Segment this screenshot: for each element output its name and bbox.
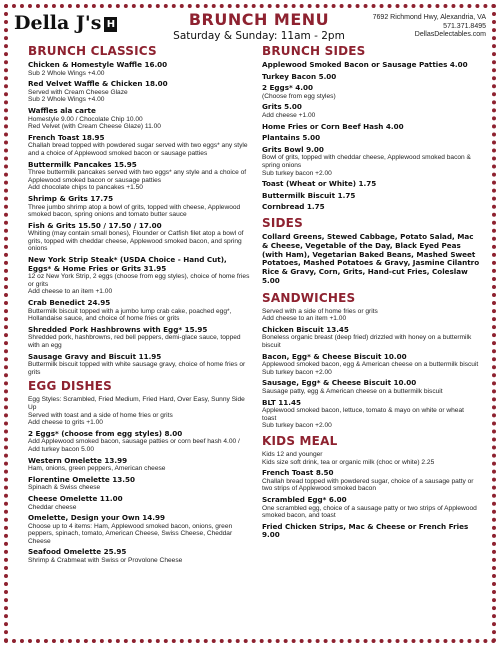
menu-item-description: Add cheese +1.00: [262, 111, 316, 119]
menu-item-name: Home Fries or Corn Beef Hash 4.00: [262, 121, 404, 131]
menu-item: [262, 203, 480, 212]
menu-item-name: Fried Chicken Strips, Mac & Cheese or French Fries 9.00: [262, 521, 469, 540]
egg-dishes-intro: Egg Styles: Scrambled, Fried Medium, Fried Hard, Over Easy, Sunny Side Up Served with toast and a side of home fries or grits Add cheese to grits +1.00: [28, 396, 245, 427]
menu-item-description: Ham, onions, green peppers, American cheese: [28, 465, 166, 473]
menu-item-name: Grits Bowl 9.00: [262, 144, 324, 154]
menu-item-description: Shredded pork, hashbrowns, red bell peppers, demi-glace sauce, topped with an egg: [28, 334, 241, 349]
menu-item-description: Applewood smoked bacon, egg & American cheese on a buttermilk biscuit Sub turkey bacon +2.00: [262, 361, 479, 376]
menu-item: [262, 123, 480, 132]
menu-item-description: Sausage patty, egg & American cheese on a buttermilk biscuit: [262, 388, 443, 396]
section-kids-meal: [262, 434, 480, 540]
menu-item: [28, 457, 250, 473]
menu-item-name: Cheese Omelette 11.00: [28, 493, 123, 503]
menu-item: [262, 134, 480, 143]
section-heading: EGG DISHES: [28, 379, 113, 394]
menu-item: [262, 379, 480, 395]
menu-item: [28, 353, 250, 377]
menu-item-description: Three buttermilk pancakes served with two eggs* any style and a choice of Applewood smoked bacon or sausage patties Add chocolate chips to pancakes +1.50: [28, 169, 247, 192]
kids-meal-list: [262, 469, 480, 540]
menu-item-name: Shrimp & Grits 17.75: [28, 193, 114, 203]
menu-item-name: French Toast 8.50: [262, 468, 334, 478]
menu-title: BRUNCH MENU: [188, 10, 330, 29]
menu-item-name: 2 Eggs* 4.00: [262, 83, 313, 93]
menu-item-description: Cheddar cheese: [28, 503, 77, 511]
menu-item: [28, 134, 250, 158]
menu-item-name: Toast (Wheat or White) 1.75: [262, 179, 377, 189]
menu-item: [262, 84, 480, 100]
menu-item: [262, 103, 480, 119]
menu-item-description: Three jumbo shrimp atop a bowl of grits, topped with cheese, Applewood smoked bacon, spring onions and tomato butter sauce: [28, 203, 241, 219]
section-sides: [262, 216, 480, 286]
menu-item-description: (Choose from egg styles): [262, 92, 336, 100]
menu-item: [28, 161, 250, 192]
menu-item: [28, 476, 250, 492]
brand-text: Della J's: [14, 12, 102, 34]
phone: 571.371.8495: [443, 22, 486, 30]
menu-item-name: Buttermilk Biscuit 1.75: [262, 190, 356, 200]
contact-info: [373, 14, 486, 40]
menu-item-name: Turkey Bacon 5.00: [262, 71, 337, 81]
section-heading: SANDWICHES: [262, 290, 356, 305]
brunch-sides-list: [262, 61, 480, 212]
menu-item-name: Seafood Omelette 25.95: [28, 547, 127, 557]
section-heading: BRUNCH CLASSICS: [28, 44, 157, 58]
menu-hours: Saturday & Sunday: 11am - 2pm: [173, 30, 345, 42]
menu-item-description: Applewood smoked bacon, lettuce, tomato & mayo on white or wheat toast Sub turkey bacon +2.00: [262, 407, 464, 430]
section-brunch-classics: [28, 44, 250, 376]
menu-item-name: Fish & Grits 15.50 / 17.50 / 17.00: [28, 220, 162, 230]
menu-item: [262, 353, 480, 377]
menu-item-description: Add Applewood smoked bacon, sausage patties or corn beef hash 4.00 / Add turkey bacon 5.00: [28, 438, 240, 453]
menu-item-name: Scrambled Egg* 6.00: [262, 494, 347, 504]
menu-item-description: Sub 2 Whole Wings +4.00: [28, 69, 105, 77]
menu-item-name: Bacon, Egg* & Cheese Biscuit 10.00: [262, 351, 407, 361]
menu-item: [28, 326, 250, 350]
sandwiches-intro: Served with a side of home fries or grits Add cheese to an item +1.00: [262, 307, 378, 323]
section-sandwiches: [262, 291, 480, 430]
menu-item-description: Bowl of grits, topped with cheddar cheese, Applewood smoked bacon & spring onions Sub turkey bacon +2.00: [262, 154, 471, 177]
section-heading: BRUNCH SIDES: [262, 44, 366, 58]
menu-item: [262, 496, 480, 520]
brand-name: [14, 12, 117, 34]
menu-item: [262, 146, 480, 177]
menu-item-name: Shredded Pork Hashbrowns with Egg* 15.95: [28, 324, 208, 334]
menu-item: [28, 495, 250, 511]
menu-item-name: Crab Benedict 24.95: [28, 298, 111, 308]
brunch-classics-list: [28, 61, 250, 376]
menu-item-name: 2 Eggs* (choose from egg styles) 8.00: [28, 428, 183, 438]
website-link[interactable]: DellasDelectables.com: [414, 31, 486, 38]
menu-item-name: Sausage Gravy and Biscuit 11.95: [28, 351, 162, 361]
left-column: [28, 44, 250, 568]
sides-list: Collard Greens, Stewed Cabbage, Potato Salad, Mac & Cheese, Vegetable of the Day, Black Eyed Peas (with Ham), Vegetarian Baked Beans, Mashed Sweet Potatoes, Mashed Potatoes & Gravy, Jasmine Cilantro Rice & Gravy, Corn, Grits, Hand-cut Fries, Coleslaw 5.00: [262, 231, 480, 285]
menu-header: [14, 10, 486, 44]
menu-item-description: Whiting (may contain small bones), Flounder or Catfish filet atop a bowl of grits, topped with cheddar cheese, Applewood smoked bacon, and spring onions: [28, 230, 244, 253]
menu-item: [262, 469, 480, 493]
menu-item: [28, 256, 250, 296]
section-brunch-sides: [262, 44, 480, 212]
menu-item-name: Grits 5.00: [262, 102, 302, 112]
menu-item-name: Buttermilk Pancakes 15.95: [28, 159, 137, 169]
menu-item: [28, 514, 250, 545]
menu-item-name: New York Strip Steak* (USDA Choice - Hand Cut), Eggs* & Home Fries or Grits 31.95: [28, 255, 227, 273]
menu-item-description: Challah bread topped with powdered sugar, choice of a sausage patty or two strips of Applewood smoked bacon: [262, 477, 474, 493]
menu-item: [262, 180, 480, 189]
egg-dishes-list: [28, 430, 250, 565]
right-column: [262, 44, 480, 543]
menu-item-name: Western Omelette 13.99: [28, 455, 128, 465]
menu-item: [28, 222, 250, 253]
menu-item-description: Spinach & Swiss cheese: [28, 484, 101, 492]
menu-item: [28, 430, 250, 454]
menu-item-name: Waffles ala carte: [28, 105, 96, 115]
menu-item-description: Buttermilk biscuit topped with white sausage gravy, choice of home fries or grits: [28, 361, 246, 376]
menu-item-name: Sausage, Egg* & Cheese Biscuit 10.00: [262, 378, 417, 388]
section-egg-dishes: [28, 379, 250, 564]
menu-item: [262, 73, 480, 82]
menu-item-description: Homestyle 9.00 / Chocolate Chip 10.00 Red Velvet (with Cream Cheese Glaze) 11.00: [28, 115, 161, 131]
menu-item-description: Challah bread topped with powdered sugar served with two eggs* any style and a choice of Applewood smoked bacon or sausage patties: [28, 142, 248, 157]
menu-item-name: Omelette, Design your Own 14.99: [28, 513, 166, 523]
menu-item-name: Plantains 5.00: [262, 133, 321, 143]
menu-item: [28, 195, 250, 219]
menu-item-name: Red Velvet Waffle & Chicken 18.00: [28, 79, 168, 89]
menu-item: [262, 523, 480, 540]
menu-item-description: One scrambled egg, choice of a sausage patty or two strips of Applewood smoked bacon, and toast: [262, 504, 477, 520]
menu-item-name: French Toast 18.95: [28, 132, 105, 142]
section-heading: SIDES: [262, 215, 303, 230]
menu-item-name: Applewood Smoked Bacon or Sausage Patties 4.00: [262, 60, 468, 69]
menu-item-description: Buttermilk biscuit topped with a jumbo lump crab cake, poached egg*, Hollandaise sauce, and choice of home fries or grits: [28, 307, 232, 323]
menu-item: [28, 80, 250, 104]
kids-meal-intro: Kids 12 and younger Kids size soft drink, tea or organic milk (choc or white) 2.25: [262, 451, 435, 466]
sandwiches-list: [262, 326, 480, 430]
menu-item-description: 12 oz New York Strip, 2 eggs (choose from egg styles), choice of home fries or grits Add cheese to an item +1.00: [28, 273, 250, 296]
menu-item: [28, 548, 250, 564]
menu-item-description: Choose up to 4 items: Ham, Applewood smoked bacon, onions, green peppers, spinach, tomato, American Cheese, Swiss Cheese, Cheddar Cheese: [28, 522, 233, 545]
address: 7692 Richmond Hwy, Alexandria, VA: [372, 14, 486, 21]
menu-item-description: Served with Cream Cheese Glaze Sub 2 Whole Wings +4.00: [28, 88, 128, 104]
menu-item: [262, 326, 480, 350]
menu-item-description: Shrimp & Crabmeat with Swiss or Provolone Cheese: [28, 557, 183, 565]
section-heading: KIDS MEAL: [262, 434, 338, 448]
menu-item-description: Boneless organic breast (deep fried) drizzled with honey on a buttermilk biscuit: [262, 334, 472, 350]
menu-item: [28, 107, 250, 131]
menu-item-name: Chicken & Homestyle Waffle 16.00: [28, 60, 168, 69]
menu-item: [28, 299, 250, 323]
menu-item-name: Florentine Omelette 13.50: [28, 474, 136, 484]
menu-item-name: Cornbread 1.75: [262, 202, 325, 212]
menu-item: [28, 61, 250, 77]
menu-item: [262, 192, 480, 201]
menu-item: [262, 399, 480, 430]
menu-item-name: BLT 11.45: [262, 397, 302, 407]
brand-logo-icon: H: [104, 17, 117, 32]
menu-item-name: Chicken Biscuit 13.45: [262, 324, 349, 334]
menu-item: [262, 61, 480, 70]
